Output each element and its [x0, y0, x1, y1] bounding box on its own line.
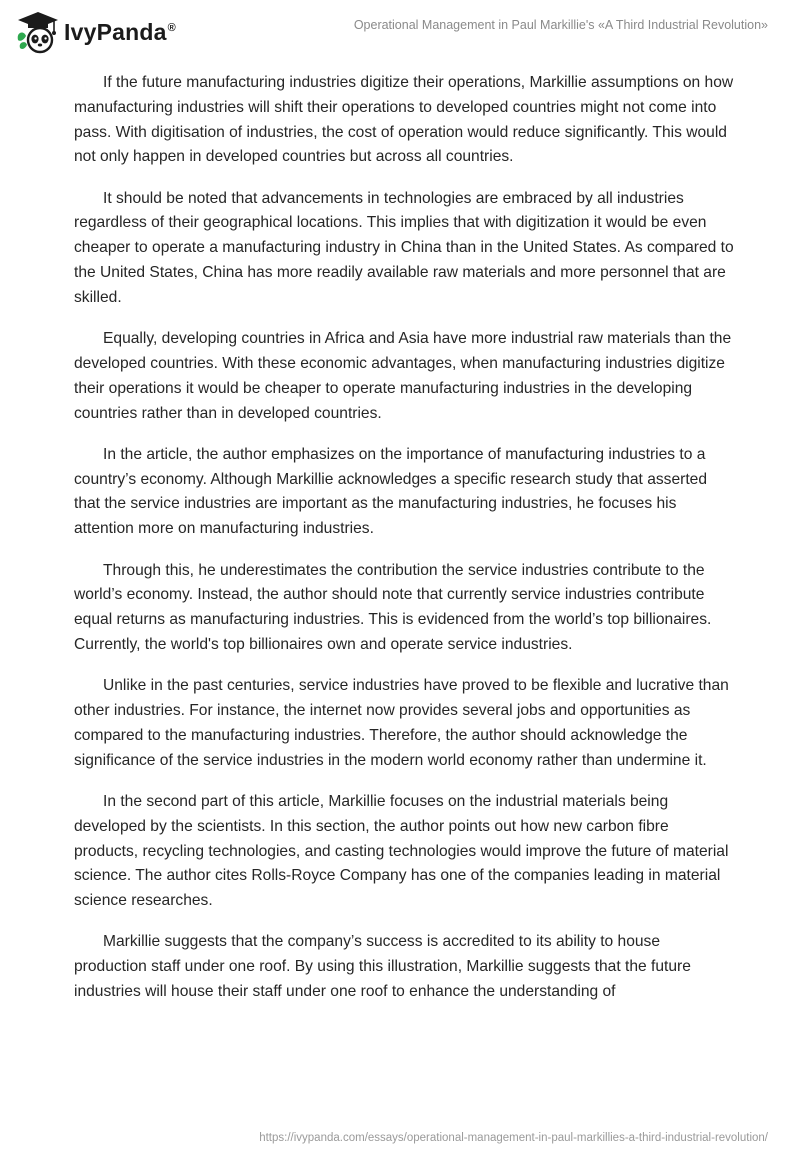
paragraph: Through this, he underestimates the contribution the service industries contribute to the world’s economy. Instead, the author should note that currently service industries contribute equal returns as manufacturing industries. This is evidenced from the world’s top billionaires. Currently, the world's top billionaires own and operate service industries. — [74, 561, 712, 653]
paragraph: Equally, developing countries in Africa and Asia have more industrial raw materials than the developed countries. With these economic advantages, when manufacturing industries digitize their operations it would be cheaper to operate manufacturing industries in the developing countries rather than in developed countries. — [74, 330, 732, 422]
source-url-link[interactable]: https://ivypanda.com/essays/operational-management-in-paul-markillies-a-third-industrial-revolution/ — [259, 1132, 768, 1144]
ivypanda-logo[interactable] — [14, 10, 176, 54]
paragraph: Markillie suggests that the company’s success is accredited to its ability to house production staff under one roof. By using this illustration, Markillie suggests that the future industries will house their staff under one roof to enhance the understanding of — [74, 933, 691, 1000]
paragraph: Unlike in the past centuries, service industries have proved to be flexible and lucrative than other industries. For instance, the internet now provides several jobs and opportunities as compared to the manufacturing industries. Therefore, the author should acknowledge the significance of the service industries in the modern world economy rather than undermine it. — [74, 677, 729, 769]
panda-graduate-icon — [14, 10, 62, 54]
paragraph: It should be noted that advancements in technologies are embraced by all industries regardless of their geographical locations. This implies that with digitization it would be even cheaper to operate a manufacturing industry in China than in the United States. As compared to the United States, China has more readily available raw materials and more personnel that are skilled. — [74, 189, 734, 306]
essay-body — [74, 71, 734, 1021]
page-header — [0, 0, 800, 60]
paragraph: In the second part of this article, Markillie focuses on the industrial materials being developed by the scientists. In this section, the author points out how new carbon fibre products, recycling technologies, and casting technologies would improve the future of material science. The author cites Rolls-Royce Company has one of the companies leading in material science researches. — [74, 792, 729, 910]
document-title: Operational Management in Paul Markillie's «A Third Industrial Revolution» — [353, 18, 768, 32]
paragraph: If the future manufacturing industries digitize their operations, Markillie assumptions on how manufacturing industries will shift their operations to developed countries might not come into pass. With digitisation of industries, the cost of operation would reduce significantly. This would not only happen in developed countries but across all countries. — [74, 74, 734, 166]
paragraph: In the article, the author emphasizes on the importance of manufacturing industries to a country’s economy. Although Markillie acknowledges a specific research study that asserted that the service industries are important as the manufacturing industries, he focuses his attention more on manufacturing industries. — [74, 445, 708, 538]
brand-name: IvyPanda® — [64, 18, 176, 45]
